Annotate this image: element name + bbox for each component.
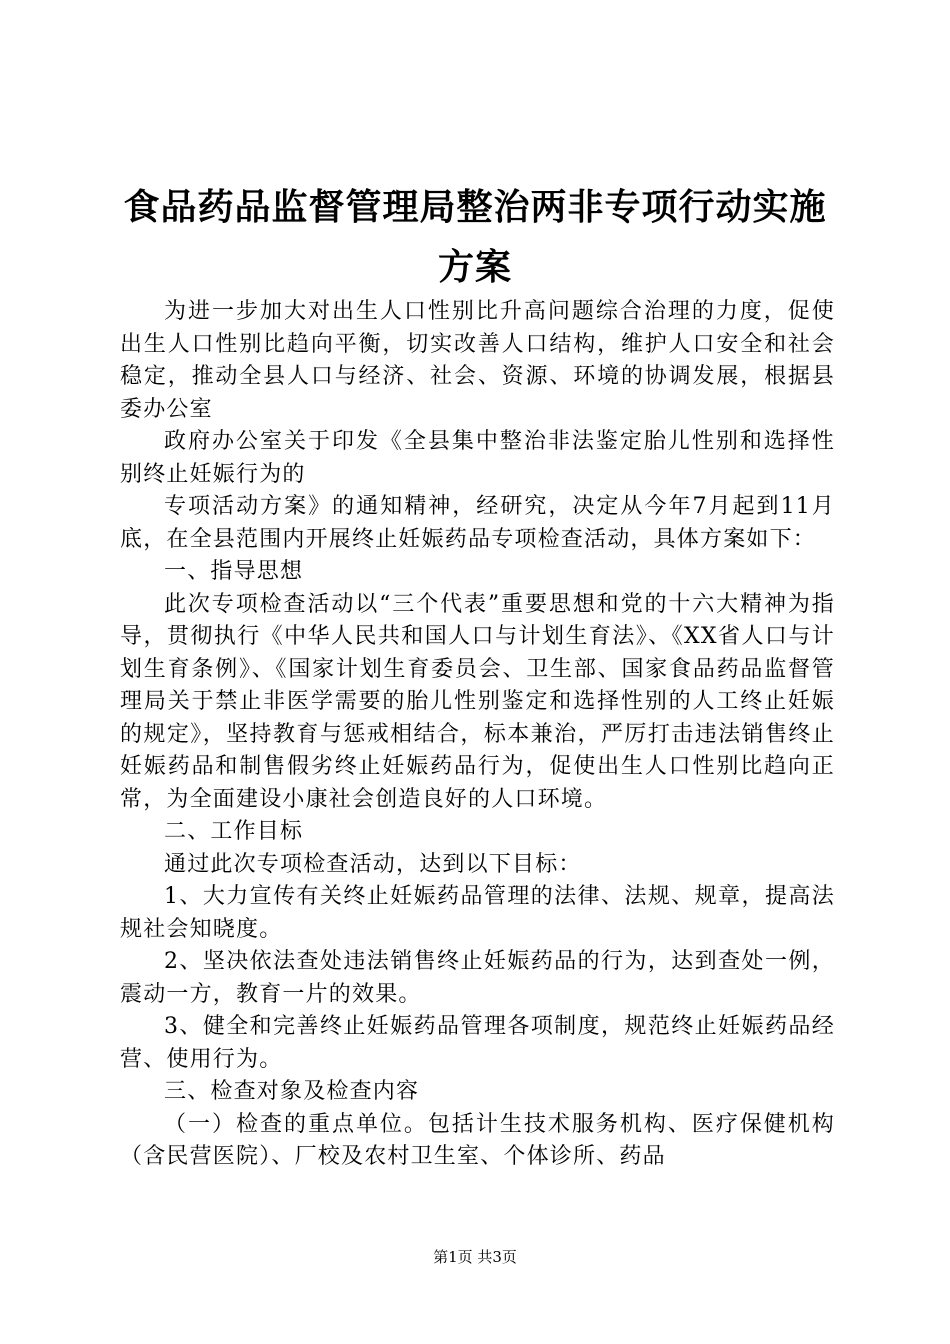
page-number: 第1页 共3页 — [433, 1248, 517, 1266]
goal-item-1: 1、大力宣传有关终止妊娠药品管理的法律、法规、规章，提高法规社会知晓度。 — [120, 884, 835, 942]
goal-item-3: 3、健全和完善终止妊娠药品管理各项制度，规范终止妊娠药品经营、使用行为。 — [120, 1014, 835, 1072]
section-heading-inspection: 三、检查对象及检查内容 — [164, 1079, 420, 1104]
goal-item-2: 2、坚决依法查处违法销售终止妊娠药品的行为，达到查处一例，震动一方，教育一片的效果。 — [120, 949, 835, 1007]
section-heading-work-goals: 二、工作目标 — [164, 819, 304, 844]
document-body — [120, 296, 835, 1174]
paragraph-plan: 专项活动方案》的通知精神，经研究，决定从今年7月起到11月底，在全县范围内开展终止妊娠药品专项检查活动，具体方案如下： — [120, 494, 835, 552]
paragraph-notice: 政府办公室关于印发《全县集中整治非法鉴定胎儿性别和选择性别终止妊娠行为的 — [120, 429, 835, 487]
paragraph-intro: 为进一步加大对出生人口性别比升高问题综合治理的力度，促使出生人口性别比趋向平衡，切实改善人口结构，维护人口安全和社会稳定，推动全县人口与经济、社会、资源、环境的协调发展，根据县委办公室 — [120, 299, 835, 422]
document-title: 食品药品监督管理局整治两非专项行动实施方案 — [123, 187, 827, 288]
section-heading-guiding-thought: 一、指导思想 — [164, 559, 304, 584]
paragraph-guiding-thought: 此次专项检查活动以“三个代表”重要思想和党的十六大精神为指导，贯彻执行《中华人民共和国人口与计划生育法》、《XX省人口与计划生育条例》、《国家计划生育委员会、卫生部、国家食品药品监督管理局关于禁止非医学需要的胎儿性别鉴定和选择性别的人工终止妊娠的规定》，坚持教育与惩戒相结合，标本兼治，严厉打击违法销售终止妊娠药品和制售假劣终止妊娠药品行为，促使出生人口性别比趋向正常，为全面建设小康社会创造良好的人口环境。 — [120, 591, 835, 812]
paragraph-inspection-units: （一）检查的重点单位。包括计生技术服务机构、医疗保健机构（含民营医院）、厂校及农村卫生室、个体诊所、药品 — [120, 1111, 835, 1169]
paragraph-goals-intro: 通过此次专项检查活动，达到以下目标： — [164, 851, 582, 877]
